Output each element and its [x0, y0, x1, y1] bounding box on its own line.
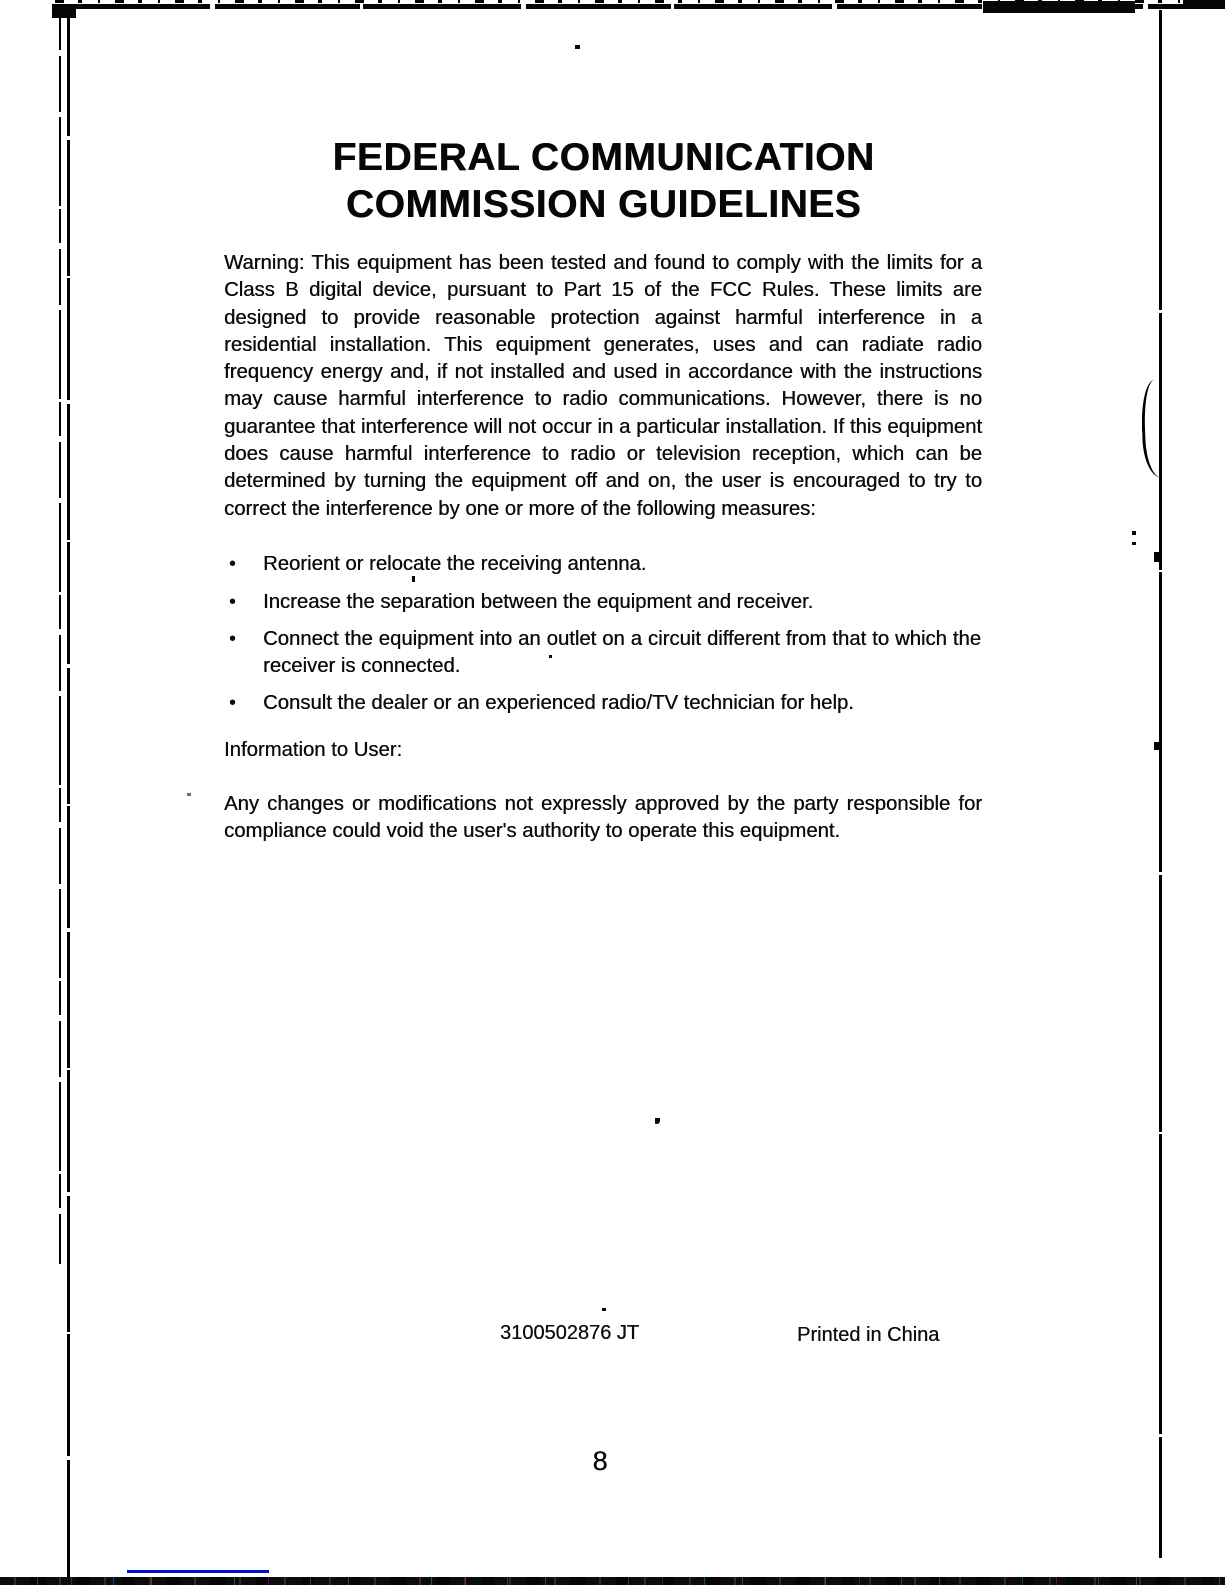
- list-item-text: Increase the separation between the equipment and receiver.: [263, 590, 814, 613]
- list-item: [229, 626, 981, 679]
- bullet-icon: •: [229, 628, 237, 651]
- list-item-text: Connect the equipment into an outlet on a circuit different from that to which the receiver is connected.: [263, 628, 981, 677]
- scan-artifact-top-thick-block: [983, 1, 1135, 13]
- scan-speck: [575, 45, 580, 49]
- scan-artifact-blue-underline: [127, 1570, 269, 1573]
- scan-artifact-right-tick: [1154, 742, 1159, 750]
- scan-speck: [655, 1118, 660, 1124]
- list-item-text: Reorient or relocate the receiving antenna.: [263, 553, 647, 575]
- bullet-icon: •: [229, 590, 237, 613]
- list-item: [229, 551, 981, 578]
- modifications-paragraph: Any changes or modifications not expressly approved by the party responsible for compliance could void the user's authority to operate this equipment.: [224, 793, 982, 842]
- page-title-line-2: COMMISSION GUIDELINES: [345, 183, 862, 226]
- page-title-line-1: FEDERAL COMMUNICATION: [332, 136, 875, 179]
- part-number-text: 3100502876 JT: [500, 1322, 640, 1344]
- scan-artifact-top-left-blob: [52, 4, 76, 18]
- scan-artifact-top-right-block: [1183, 0, 1225, 9]
- printed-in-china-text: Printed in China: [797, 1324, 940, 1346]
- bullet-icon: •: [229, 553, 237, 575]
- scan-artifact-left-edge-line-inner: [59, 16, 61, 1264]
- scan-artifact-right-curve-mark: [1140, 380, 1164, 479]
- bullet-icon: •: [229, 692, 237, 715]
- scan-speck: [1132, 531, 1136, 535]
- information-to-user-heading: Information to User:: [224, 739, 403, 761]
- page-number: 8: [592, 1446, 608, 1476]
- corrective-measures-list: [229, 551, 981, 728]
- scan-speck: [602, 1308, 606, 1311]
- scan-artifact-right-tick: [1154, 552, 1159, 562]
- scan-artifact-bottom-edge-bar: [0, 1577, 1225, 1585]
- scan-artifact-left-edge-line-outer: [67, 14, 70, 1578]
- page-title: [225, 134, 982, 228]
- scan-speck: [1132, 542, 1136, 545]
- list-item: [229, 690, 981, 717]
- list-item: [229, 589, 981, 616]
- list-item-text: Consult the dealer or an experienced radio/TV technician for help.: [263, 692, 854, 715]
- scan-speck: [187, 793, 191, 796]
- scan-artifact-right-edge-line: [1159, 10, 1162, 1558]
- warning-paragraph: Warning: This equipment has been tested and found to comply with the limits for a Class B digital device, pursuant to Part 15 of the FCC Rules. These limits are designed to provide reasonable protection against harmful interference in a residential installation. This equipment generates, uses and can radiate radio frequency energy and, if not installed and used in accordance with the instructions may cause harmful interference to radio communications. However, there is no guarantee that interference will not occur in a particular installation. If this equipment does cause harmful interference to radio or television reception, which can be determined by turning the equipment off and on, the user is encouraged to try to correct the interference by one or more of the following measures:: [224, 252, 982, 520]
